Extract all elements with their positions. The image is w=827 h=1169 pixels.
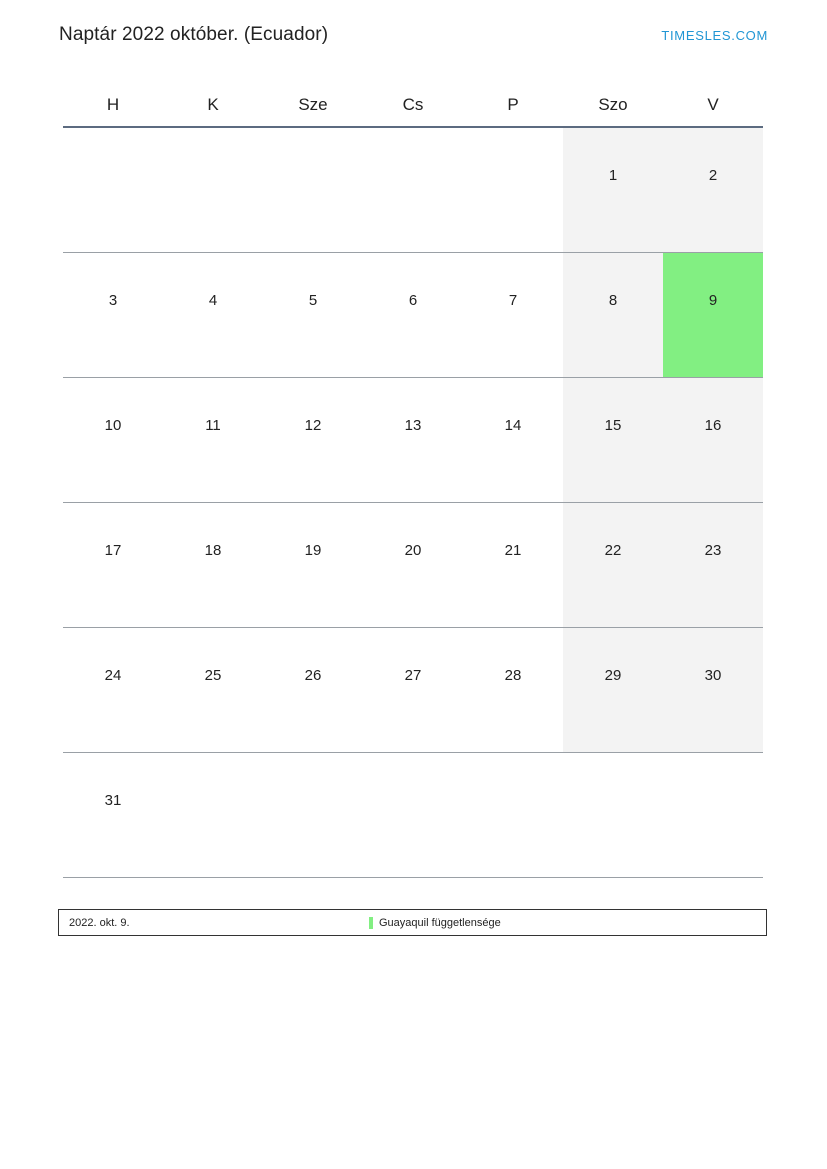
week-row	[63, 252, 763, 377]
day-cell[interactable]	[563, 502, 663, 627]
weekday-header: H	[63, 83, 163, 127]
day-cell[interactable]	[163, 627, 263, 752]
day-cell[interactable]	[63, 752, 163, 877]
weekday-header: P	[463, 83, 563, 127]
weekday-header: K	[163, 83, 263, 127]
day-cell[interactable]	[663, 502, 763, 627]
day-number: 24	[104, 666, 122, 684]
day-cell[interactable]	[663, 127, 763, 252]
day-cell[interactable]	[63, 627, 163, 752]
day-cell[interactable]	[263, 127, 363, 252]
day-number: 14	[504, 416, 522, 434]
legend-event	[369, 917, 501, 929]
day-number: 9	[708, 291, 718, 309]
day-cell-empty	[563, 752, 663, 877]
weekday-header: Sze	[263, 83, 363, 127]
day-number: 23	[704, 541, 722, 559]
day-cell[interactable]	[463, 627, 563, 752]
day-cell[interactable]	[363, 377, 463, 502]
day-cell[interactable]	[463, 127, 563, 252]
legend-date: 2022. okt. 9.	[69, 916, 130, 929]
day-number: 27	[404, 666, 422, 684]
day-cell[interactable]	[63, 377, 163, 502]
week-row	[63, 377, 763, 502]
day-number: 7	[508, 291, 518, 309]
day-cell[interactable]	[363, 502, 463, 627]
day-number	[263, 753, 363, 793]
day-cell[interactable]	[363, 127, 463, 252]
week-row	[63, 502, 763, 627]
day-number	[463, 128, 563, 168]
day-number: 15	[604, 416, 622, 434]
week-row	[63, 752, 763, 877]
day-number: 12	[304, 416, 322, 434]
page-header	[59, 18, 768, 52]
weekday-header: Szo	[563, 83, 663, 127]
legend-bar	[58, 909, 767, 936]
week-row	[63, 627, 763, 752]
day-number	[163, 128, 263, 168]
day-cell-highlighted[interactable]	[663, 252, 763, 377]
day-cell-empty	[363, 752, 463, 877]
day-cell-empty	[163, 752, 263, 877]
day-number	[363, 128, 463, 168]
day-cell[interactable]	[263, 252, 363, 377]
day-number: 17	[104, 541, 122, 559]
day-number: 31	[104, 791, 122, 809]
day-cell-empty	[663, 752, 763, 877]
day-number	[663, 753, 763, 793]
week-row	[63, 127, 763, 252]
day-number: 13	[404, 416, 422, 434]
calendar-grid	[63, 83, 763, 878]
day-cell[interactable]	[563, 127, 663, 252]
day-number: 19	[304, 541, 322, 559]
day-number	[363, 753, 463, 793]
day-number: 8	[608, 291, 618, 309]
weekday-header: Cs	[363, 83, 463, 127]
day-cell[interactable]	[163, 377, 263, 502]
day-cell[interactable]	[463, 252, 563, 377]
weekday-header: V	[663, 83, 763, 127]
day-number: 2	[708, 167, 718, 184]
day-number: 25	[204, 666, 222, 684]
day-cell-empty	[263, 752, 363, 877]
day-number: 5	[308, 291, 318, 309]
day-number	[163, 753, 263, 793]
day-number: 21	[504, 541, 522, 559]
day-cell[interactable]	[63, 502, 163, 627]
day-number: 28	[504, 666, 522, 684]
day-number	[63, 128, 163, 168]
day-number: 18	[204, 541, 222, 559]
day-number: 26	[304, 666, 322, 684]
day-cell[interactable]	[63, 252, 163, 377]
day-cell[interactable]	[263, 502, 363, 627]
day-number: 11	[205, 416, 221, 434]
day-cell[interactable]	[363, 252, 463, 377]
day-number: 3	[108, 291, 118, 309]
page-title: Naptár 2022 október. (Ecuador)	[59, 24, 329, 45]
day-cell[interactable]	[463, 502, 563, 627]
day-number	[263, 128, 363, 168]
day-number	[563, 753, 663, 793]
day-cell[interactable]	[663, 627, 763, 752]
brand-label: TIMESLES.COM	[661, 27, 768, 43]
day-cell[interactable]	[563, 377, 663, 502]
day-cell[interactable]	[263, 377, 363, 502]
day-number: 6	[408, 291, 418, 309]
day-cell-empty	[463, 752, 563, 877]
day-number: 16	[704, 416, 722, 434]
day-number: 10	[104, 416, 122, 434]
day-cell[interactable]	[263, 627, 363, 752]
legend-event-label: Guayaquil függetlensége	[379, 916, 501, 929]
day-number: 22	[604, 541, 622, 559]
day-cell[interactable]	[363, 627, 463, 752]
day-cell[interactable]	[563, 627, 663, 752]
day-cell[interactable]	[163, 127, 263, 252]
day-number: 20	[404, 541, 422, 559]
day-cell[interactable]	[463, 377, 563, 502]
day-number: 1	[608, 167, 618, 184]
day-number: 4	[208, 291, 218, 309]
day-number: 29	[604, 666, 622, 684]
day-number: 30	[704, 666, 722, 684]
weekday-header-row	[63, 83, 763, 127]
calendar-body	[63, 127, 763, 877]
day-number	[463, 753, 563, 793]
day-cell[interactable]	[663, 377, 763, 502]
day-cell[interactable]	[163, 252, 263, 377]
legend-swatch-icon	[369, 917, 373, 929]
day-cell[interactable]	[563, 252, 663, 377]
day-cell[interactable]	[63, 127, 163, 252]
day-cell[interactable]	[163, 502, 263, 627]
